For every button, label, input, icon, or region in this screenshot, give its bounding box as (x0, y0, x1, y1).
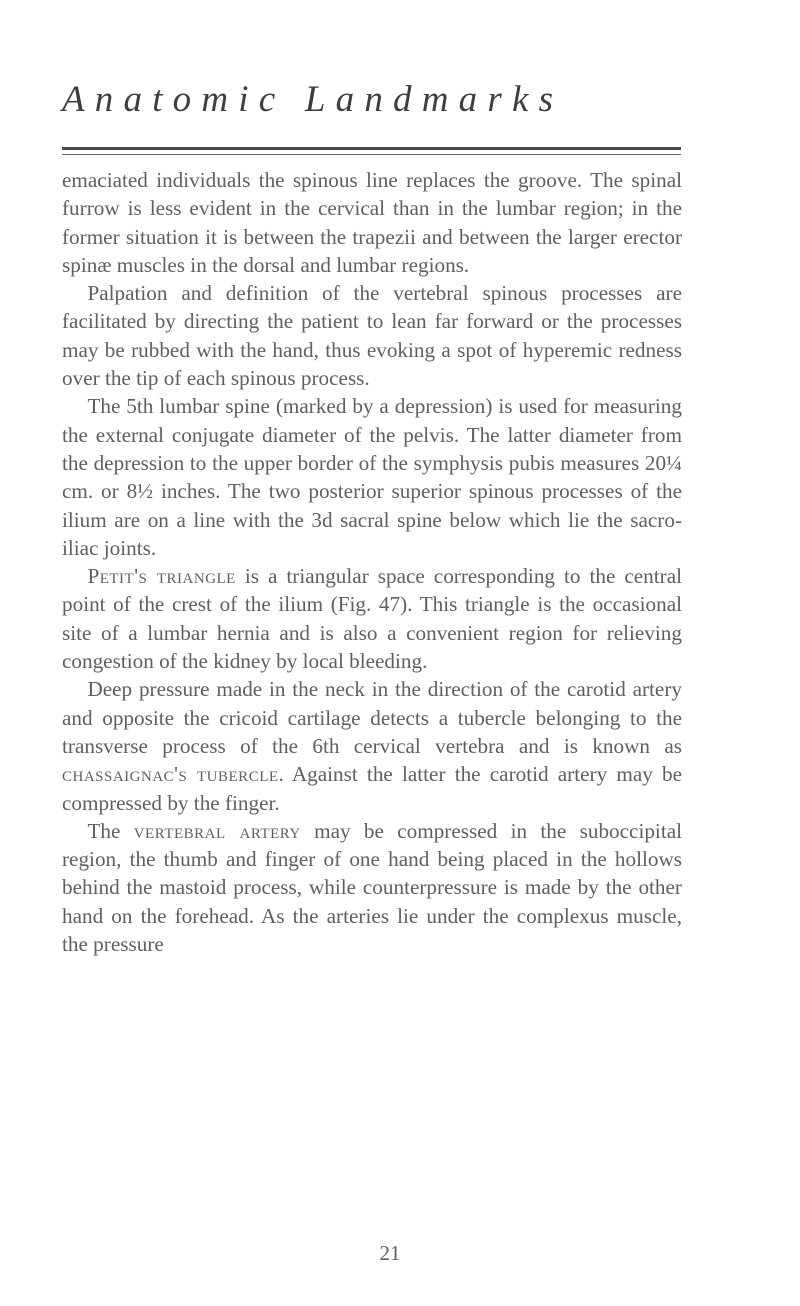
header-rule-thin (62, 154, 681, 155)
paragraph-chassaignac (62, 675, 682, 816)
paragraph-petits-triangle (62, 562, 682, 675)
paragraph-vertebral-after: may be compressed in the suboccipital region, the thumb and finger of one hand being placed in the hollows behind the mastoid process, while counterpressure is made by the other hand on the forehead. As the arteries lie under the complexus muscle, the pressure (62, 818, 682, 957)
paragraph-petits-triangle-text: is a triangular space corresponding to the central point of the crest of the ilium (Fig. 47). This triangle is the occasional site of a lumbar hernia and is also a convenient region for relieving congestion of the kidney by local bleeding. (62, 564, 682, 674)
body-text (62, 166, 682, 958)
term-petits-triangle: Petit's triangle (87, 564, 236, 589)
running-head: Anatomic Landmarks (62, 79, 564, 120)
paragraph-lumbar-spine: The 5th lumbar spine (marked by a depression) is used for measuring the external conjugate diameter of the pelvis. The latter diameter from the depression to the upper border of the symphysis pubis measures 20¼ cm. or 8½ inches. The two posterior superior spinous processes of the ilium are on a line with the 3d sacral spine below which lie the sacro-iliac joints. (62, 394, 682, 560)
paragraph-spinal-furrow: emaciated individuals the spinous line replaces the groove. The spinal furrow is less evident in the cervical than in the lumbar region; in the former situation it is between the trapezii and between the larger erector spinæ muscles in the dorsal and lumbar regions. (62, 168, 682, 277)
header-rule-thick (62, 147, 681, 150)
paragraph-chassaignac-after: . Against the latter the carotid artery may be compressed by the finger. (62, 762, 683, 815)
paragraph-vertebral-artery (62, 817, 682, 958)
paragraph-vertebral-before: The (87, 818, 134, 843)
term-chassaignacs-tubercle: chassaignac's tubercle (62, 762, 279, 787)
term-vertebral-artery: vertebral artery (133, 818, 301, 843)
paragraph-palpation: Palpation and definition of the vertebral spinous processes are facilitated by directing the patient to lean far forward or the processes may be rubbed with the hand, thus evoking a spot of hyperemic redness over the tip of each spinous process. (62, 281, 682, 391)
paragraph-chassaignac-before: Deep pressure made in the neck in the direction of the carotid artery and opposite the cricoid cartilage detects a tubercle belonging to the transverse process of the 6th cervical vertebra and is known as (62, 677, 682, 758)
page-number: 21 (379, 1241, 401, 1265)
